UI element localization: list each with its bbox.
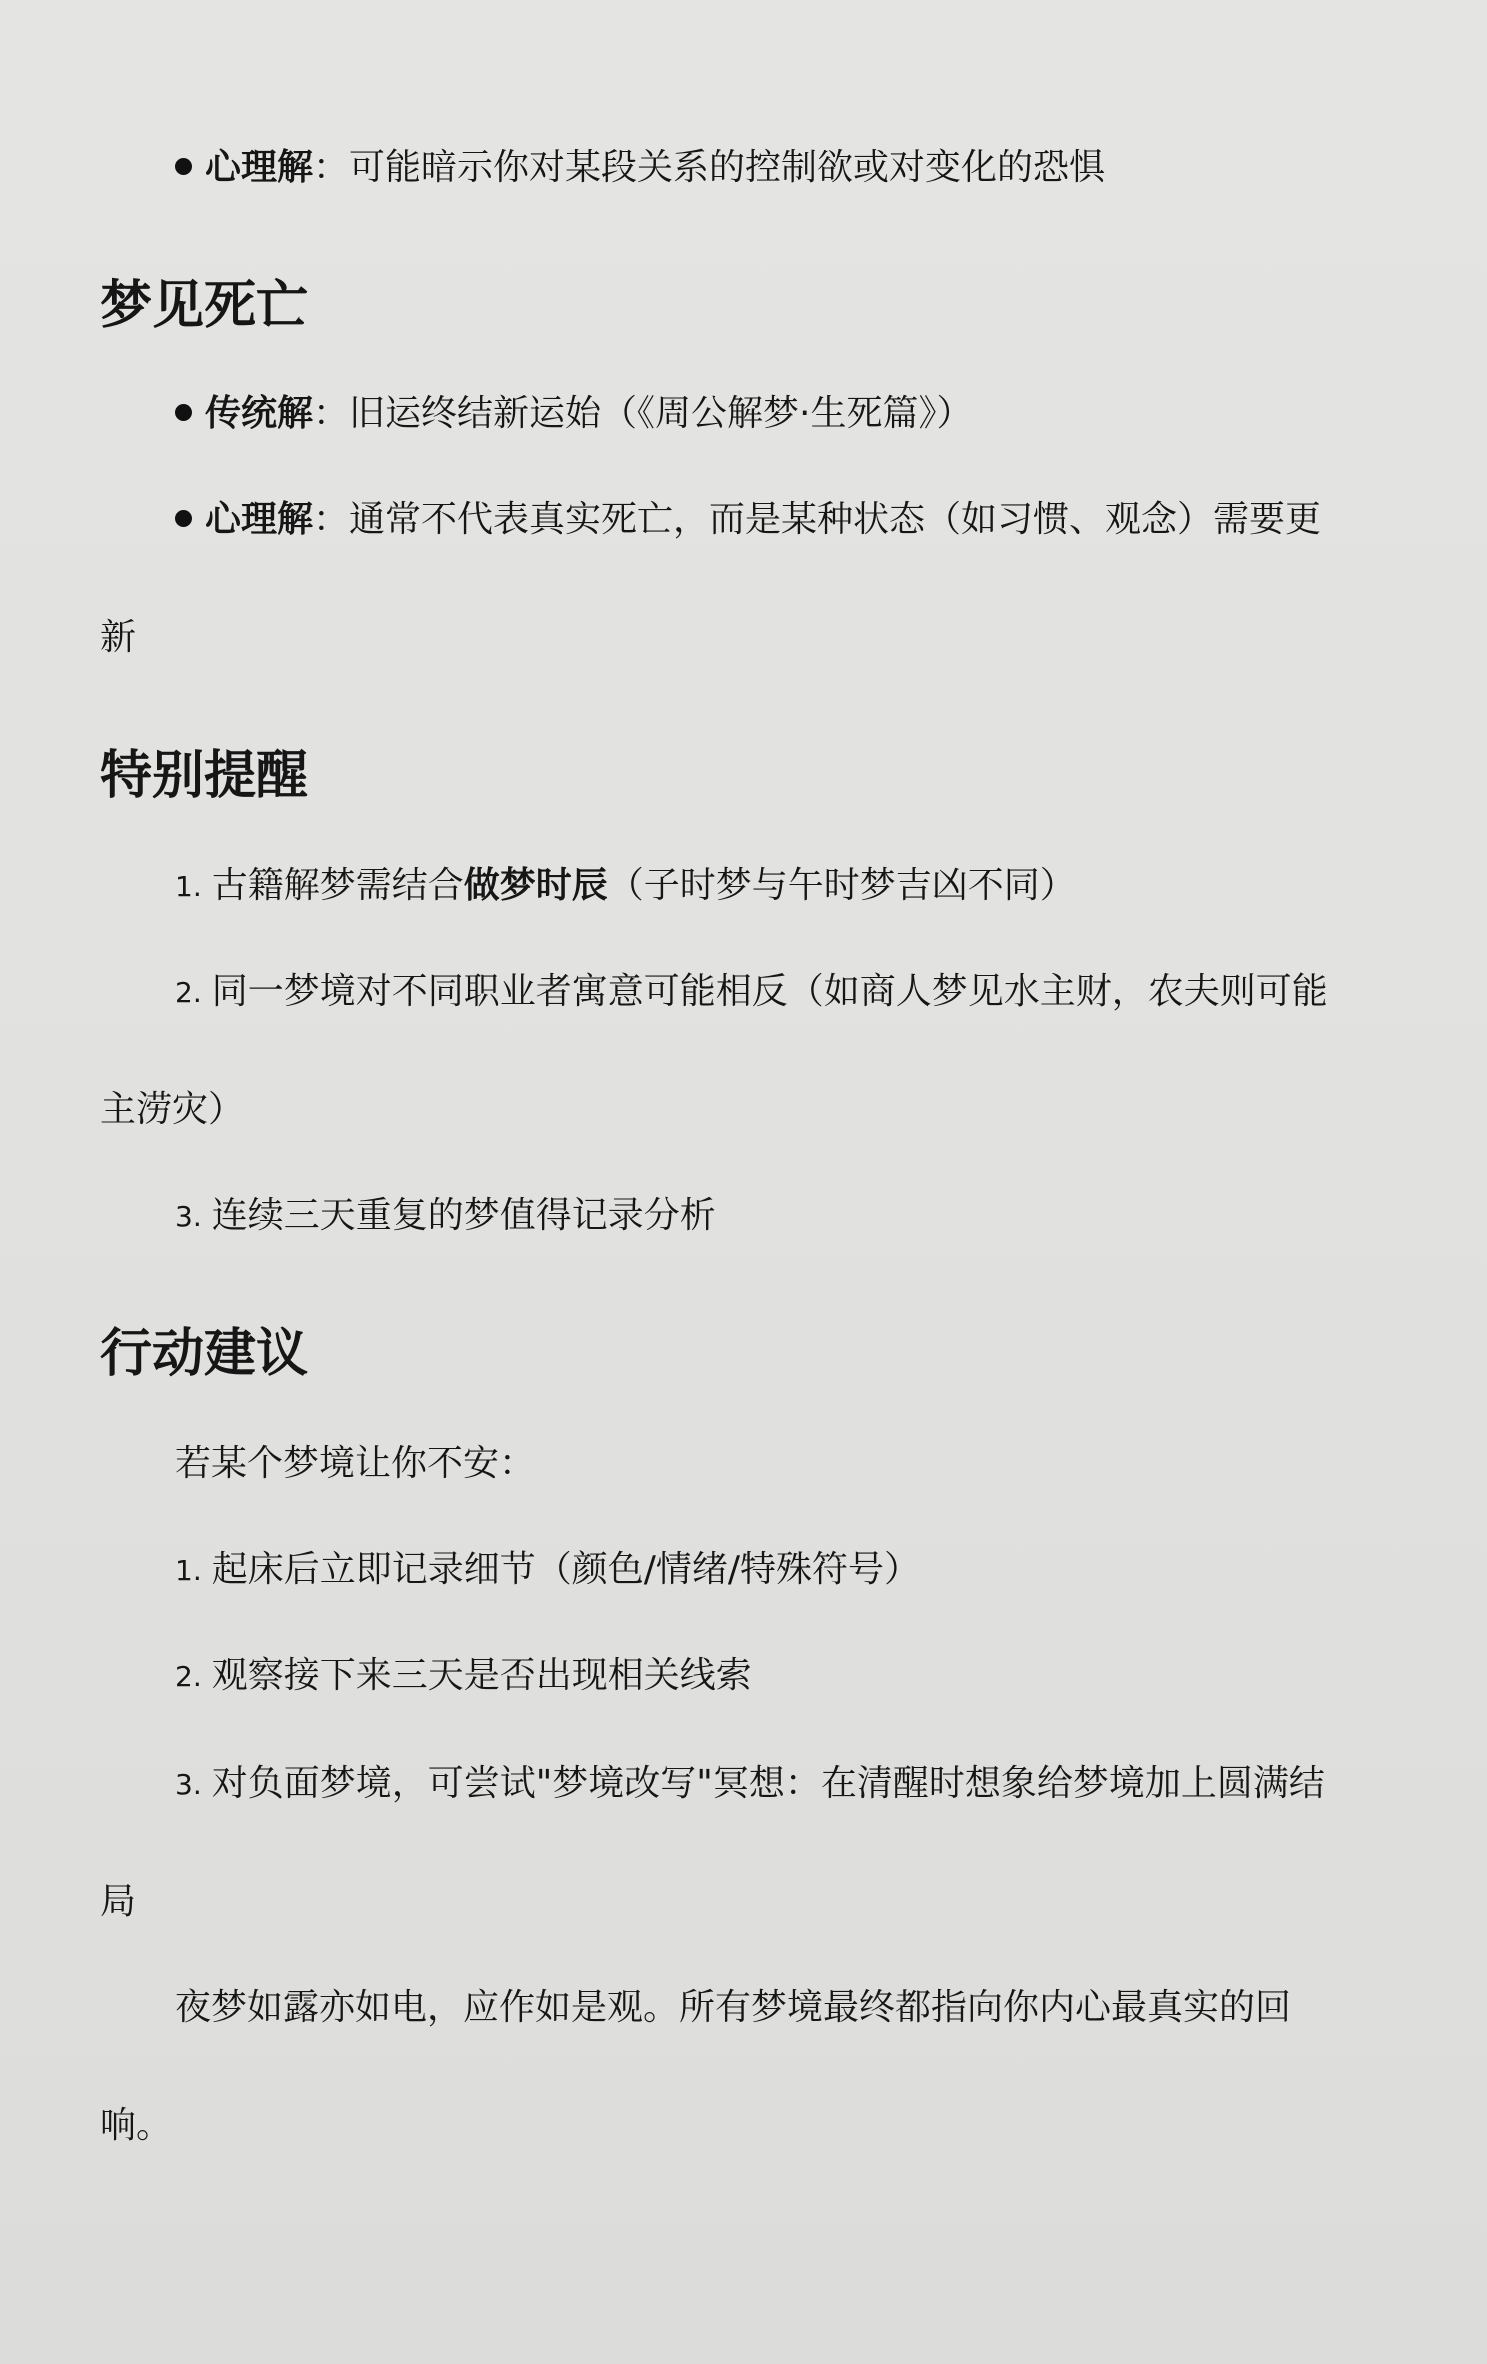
item-text: 古籍解梦需结合 [211,865,464,906]
item-text: 起床后立即记录细节（颜色/情绪/特殊符号） [211,1549,920,1590]
item-number: 2. [175,1660,202,1693]
item-number: 2. [175,976,202,1009]
bullet-icon [175,158,192,175]
list-item [175,392,972,436]
item-text: ：旧运终结新运始（《周公解梦·生死篇》） [313,393,973,434]
item-text: ：可能暗示你对某段关系的控制欲或对变化的恐惧 [313,147,1106,188]
item-emphasis: 做梦时辰 [463,865,608,906]
section-heading: 梦见死亡 [100,276,309,336]
closing-paragraph: 夜梦如露亦如电，应作如是观。所有梦境最终都指向你内心最真实的回 [175,1987,1292,2028]
list-item [175,1762,1325,1807]
item-number: 1. [175,870,202,903]
item-number: 3. [175,1768,202,1801]
section-heading: 特别提醒 [100,746,309,806]
bullet-icon [175,510,192,527]
item-text: 同一梦境对不同职业者寓意可能相反（如商人梦见水主财，农夫则可能 [211,971,1328,1012]
item-text: ：通常不代表真实死亡，而是某种状态（如习惯、观念）需要更 [313,499,1322,540]
closing-paragraph-continuation: 响。 [100,2105,173,2146]
item-number: 1. [175,1554,202,1587]
list-item [175,1654,752,1699]
list-item [175,498,1321,542]
item-text-continuation: 新 [100,617,137,658]
item-label: 心理解 [205,499,314,540]
item-label: 传统解 [205,393,314,434]
item-label: 心理解 [205,147,314,188]
item-text: 对负面梦境，可尝试"梦境改写"冥想：在清醒时想象给梦境加上圆满结 [211,1763,1325,1804]
item-text-continuation: 主涝灾） [100,1089,245,1130]
item-number: 3. [175,1200,202,1233]
paragraph: 若某个梦境让你不安： [175,1443,536,1484]
list-item [175,970,1328,1015]
list-item [175,1194,716,1239]
list-item [175,864,1076,909]
item-text: 观察接下来三天是否出现相关线索 [211,1655,752,1696]
list-item [175,1548,920,1593]
item-text-continuation: 局 [100,1881,137,1922]
item-text: 连续三天重复的梦值得记录分析 [211,1195,716,1236]
section-heading: 行动建议 [100,1324,309,1384]
item-text: （子时梦与午时梦吉凶不同） [607,865,1076,906]
list-item [175,146,1105,190]
bullet-icon [175,404,192,421]
